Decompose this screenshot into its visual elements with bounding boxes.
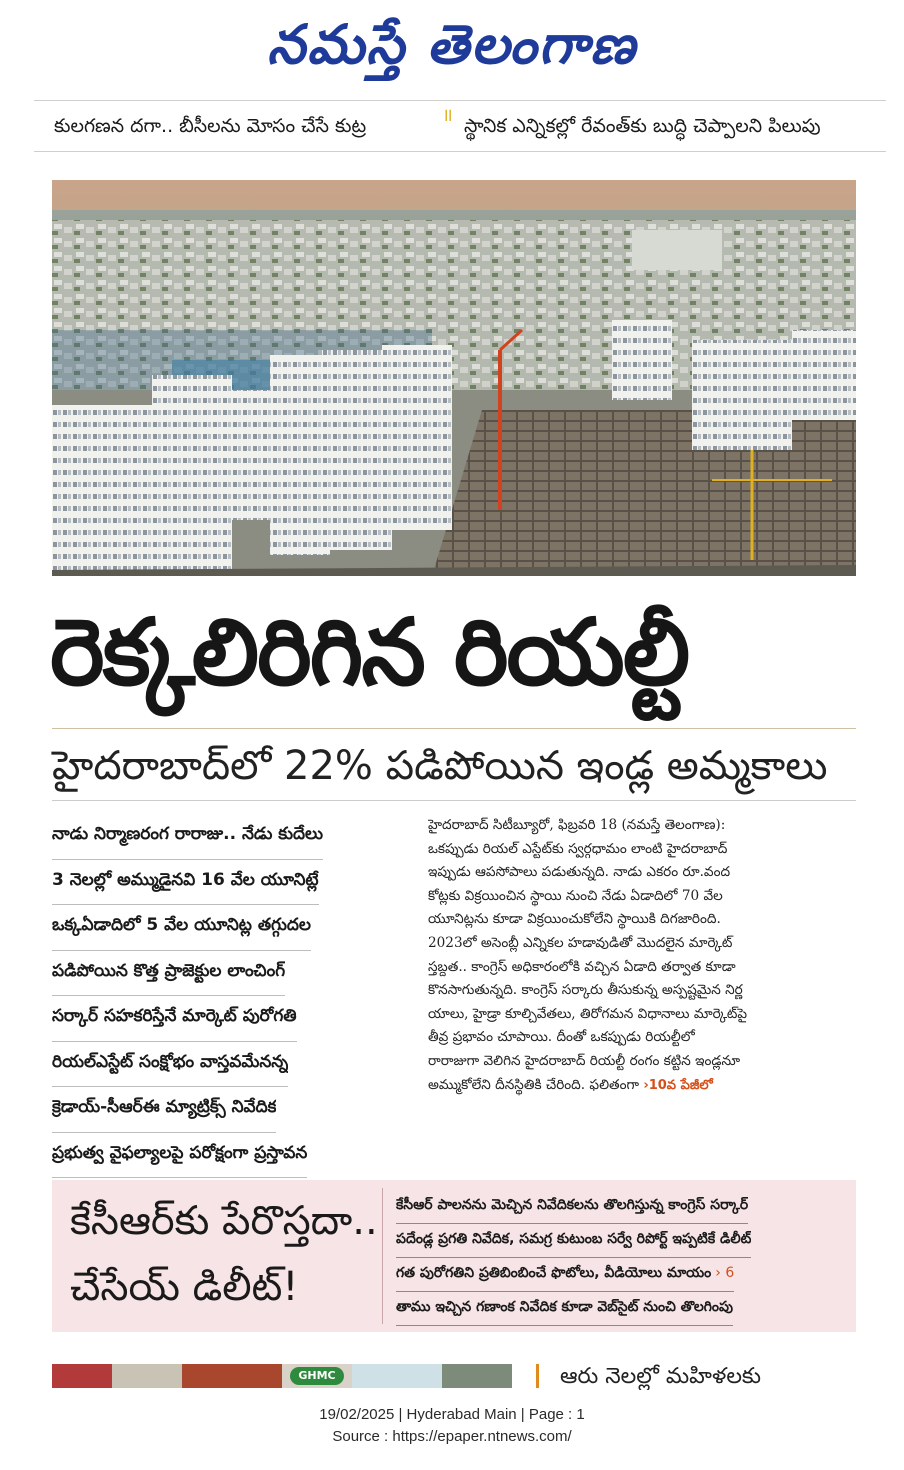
bottom-accent-bar (536, 1364, 539, 1388)
box-point: తాము ఇచ్చిన గణాంక నివేదిక కూడా వెబ్‌సైట్ నుంచి తొలగింపు (396, 1292, 733, 1326)
lead-photo (52, 180, 856, 576)
ghmc-badge: GHMC (290, 1367, 344, 1385)
highlight-point: 3 నెలల్లో అమ్ముడైనవి 16 వేల యూనిట్లే (52, 860, 319, 906)
subheadline-rule (52, 800, 856, 801)
top-teasers (34, 100, 886, 152)
body-line: యూనిట్లను కూడా విక్రయించుకోలేని స్థాయికి దిగజారింది. (428, 911, 721, 928)
footer-edition: 19/02/2025 | Hyderabad Main | Page : 1 (319, 1406, 585, 1423)
continued-link[interactable]: ›10వ పేజీలో (643, 1077, 713, 1093)
body-line-last (428, 1074, 860, 1098)
box-title-line: కేసీఆర్‌కు పేరొస్తదా.. (70, 1198, 378, 1244)
page-footer (0, 1404, 904, 1448)
highlight-point: ప్రభుత్వ వైఫల్యాలపై పరోక్షంగా ప్రస్తావన (52, 1133, 307, 1179)
box-title (70, 1188, 380, 1320)
headline-rule (52, 728, 856, 729)
highlight-points (52, 814, 412, 1178)
teaser-separator: ॥ (442, 105, 453, 126)
highlight-point: పడిపోయిన కొత్త ప్రాజెక్టుల లాంచింగ్ (52, 951, 285, 997)
body-line: కోట్లకు విక్రయించిన స్థాయి నుంచి నేడు ఏడాదిలో 70 వేల (428, 887, 723, 904)
highlight-point: క్రెడాయ్-సీఆర్‌ఈ మ్యాట్రిక్స్ నివేదిక (52, 1087, 276, 1133)
masthead (0, 8, 904, 88)
body-text: అమ్ముకోలేని దీనస్థితికి చేరింది. ఫలితంగా (428, 1076, 640, 1093)
box-point-text: గత పురోగతిని ప్రతిబింబించే ఫొటోలు, వీడియోలు మాయం (396, 1265, 712, 1281)
newspaper-logo: నమస్తే తెలంగాణ (267, 12, 637, 76)
highlight-point: నాడు నిర్మాణరంగ రారాజు.. నేడు కుదేలు (52, 814, 323, 860)
teaser-right[interactable]: స్థానిక ఎన్నికల్లో రేవంత్‌కు బుద్ధి చెప్పాలని పిలుపు (464, 115, 821, 137)
body-line: కొనసాగుతున్నది. కాంగ్రెస్ సర్కారు తీసుకున్న అస్పష్టమైన నిర్ణ (428, 982, 743, 999)
headline: రెక్కలిరిగిన రియల్టీ (50, 599, 689, 706)
box-point-with-ref (396, 1258, 734, 1292)
body-line: తీవ్ర ప్రభావం చూపాయి. దీంతో ఒకప్పుడు రియల్టీలో (428, 1029, 695, 1046)
footer-source[interactable]: Source : https://epaper.ntnews.com/ (332, 1428, 572, 1445)
box-divider (382, 1188, 383, 1324)
body-line: రారాజుగా వెలిగిన హైదరాబాద్ రియల్టీ రంగం కట్టిన ఇండ్లనూ (428, 1052, 741, 1069)
subheadline: హైదరాబాద్‌లో 22% పడిపోయిన ఇండ్ల అమ్మకాలు (52, 743, 828, 789)
box-title-line: చేసేయ్ డిలీట్! (70, 1264, 299, 1310)
box-point: కేసీఆర్ పాలనను మెచ్చిన నివేదికలను తొలగిస్తున్న కాంగ్రెస్ సర్కార్ (396, 1190, 748, 1224)
page-ref-link[interactable]: › 6 (715, 1265, 735, 1281)
body-line: ఒకప్పుడు రియల్ ఎస్టేట్‌కు స్వర్గధామం లాంటి హైదరాబాద్ (428, 840, 728, 857)
body-line: యాలు, హైడ్రా కూల్చివేతలు, తిరోగమన విధానాలు మార్కెట్‌పై (428, 1005, 748, 1022)
bottom-photo-strip (52, 1364, 512, 1388)
box-points (396, 1190, 848, 1326)
body-line: 2023లో అసెంబ్లీ ఎన్నికల హడావుడితో మొదలైన మార్కెట్ (428, 934, 733, 951)
article-body (428, 814, 860, 1097)
highlight-point: ఒక్కఏడాదిలో 5 వేల యూనిట్ల తగ్గుదల (52, 905, 311, 951)
sidebar-box (52, 1180, 856, 1332)
body-line: ఇప్పుడు ఆపసోపాలు పడుతున్నది. నాడు ఎకరం రూ.వంద (428, 864, 731, 881)
bottom-teaser[interactable]: ఆరు నెలల్లో మహిళలకు (560, 1364, 762, 1389)
box-point: పదేండ్ల ప్రగతి నివేదిక, సమగ్ర కుటుంబ సర్వే రిపోర్ట్ ఇప్పటికే డిలీట్ (396, 1224, 751, 1258)
highlight-point: రియల్‌ఎస్టేట్ సంక్షోభం వాస్తవమేనన్న (52, 1042, 288, 1088)
teaser-left[interactable]: కులగణన దగా.. బీసీలను మోసం చేసే కుట్ర (54, 115, 367, 137)
body-line: స్తబ్దత.. కాంగ్రెస్ అధికారంలోకి వచ్చిన ఏడాది తర్వాత కూడా (428, 958, 736, 975)
highlight-point: సర్కార్ సహకరిస్తేనే మార్కెట్ పురోగతి (52, 996, 297, 1042)
body-line: హైదరాబాద్ సిటీబ్యూరో, ఫిబ్రవరి 18 (నమస్తే తెలంగాణ): (428, 817, 726, 833)
